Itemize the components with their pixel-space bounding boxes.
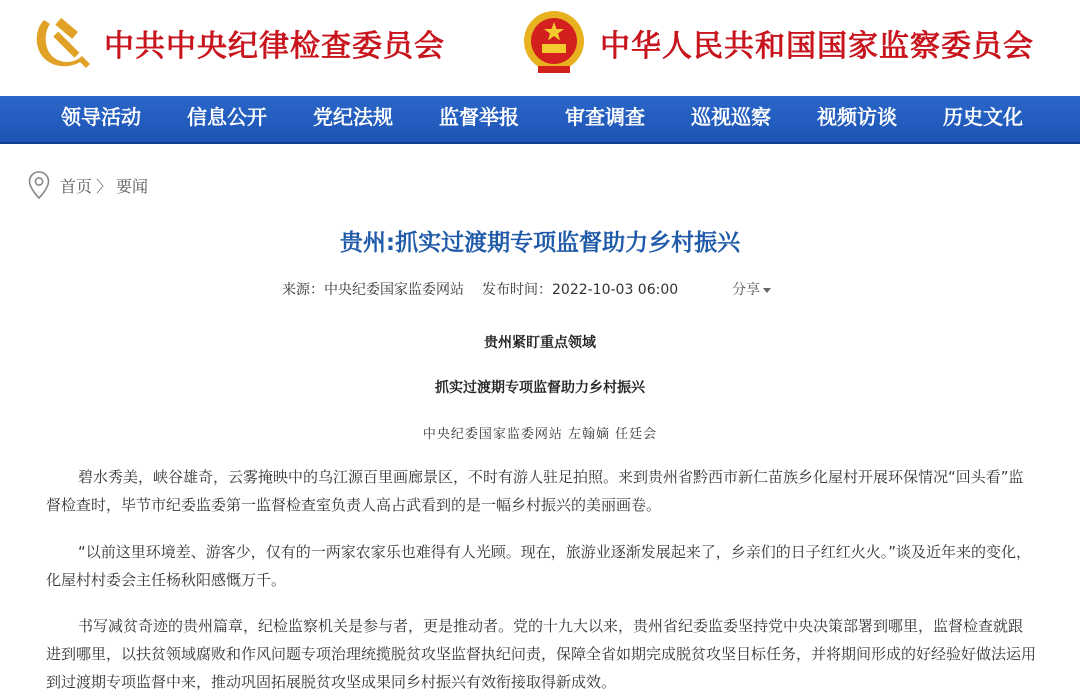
article-subtitle-1: 贵州紧盯重点领域 [484, 335, 596, 351]
article-paragraph: 书写减贫奇迹的贵州篇章，纪检监察机关是参与者，更是推动者。党的十九大以来，贵州省纪委监委坚持党中央决策部署到哪里，监督检查就跟进到哪里，以扶贫领域腐败和作风问题专项治理统揽脱贫攻坚监督执纪问责，保障全省如期完成脱贫攻坚目标任务，并将期间形成的好经验好做法运用到过渡期专项监督中来，推动巩固拓展脱贫攻坚成果同乡村振兴有效衔接取得新成效。 [46, 617, 1037, 691]
org2-title: 中华人民共和国国家监察委员会 [600, 29, 1034, 64]
nav-item-inspection[interactable]: 巡视巡察 [691, 105, 771, 129]
national-emblem-icon [520, 8, 588, 78]
site-header [0, 0, 1080, 96]
article-source: 来源：中央纪委国家监委网站 [282, 282, 464, 298]
article-subtitle-2: 抓实过渡期专项监督助力乡村振兴 [435, 380, 645, 396]
breadcrumb-separator: 〉 [96, 176, 113, 196]
nsc-logo-link[interactable] [520, 0, 1034, 86]
share-label: 分享 [732, 282, 760, 298]
main-nav [0, 96, 1080, 144]
caret-down-icon [763, 288, 771, 293]
nav-item-leadership[interactable]: 领导活动 [61, 105, 141, 129]
article-byline: 中央纪委国家监委网站 左翰嫡 任廷会 [422, 427, 658, 442]
nav-item-regulations[interactable]: 党纪法规 [313, 105, 393, 129]
article-paragraph: 碧水秀美，峡谷雄奇，云雾掩映中的乌江源百里画廊景区，不时有游人驻足拍照。来到贵州省黔西市新仁苗族乡化屋村开展环保情况“回头看”监督检查时，毕节市纪委监委第一监督检查室负责人高占武看到的是一幅乡村振兴的美丽画卷。 [46, 468, 1024, 514]
breadcrumb [28, 170, 148, 200]
nav-item-info[interactable]: 信息公开 [187, 105, 267, 129]
breadcrumb-home[interactable]: 首页 [60, 176, 93, 196]
ccdi-logo-link[interactable] [30, 0, 445, 86]
article-title: 贵州:抓实过渡期专项监督助力乡村振兴 [339, 230, 741, 256]
article-time: 发布时间：2022-10-03 06:00 [482, 282, 679, 298]
breadcrumb-current[interactable]: 要闻 [116, 176, 149, 196]
nav-item-investigation[interactable]: 审查调查 [565, 105, 645, 129]
nav-item-video[interactable]: 视频访谈 [817, 105, 897, 129]
share-button[interactable] [732, 279, 771, 299]
org1-title: 中共中央纪律检查委员会 [104, 29, 445, 64]
nav-item-report[interactable]: 监督举报 [439, 105, 519, 129]
party-emblem-icon [30, 12, 92, 74]
article-meta [0, 279, 1080, 299]
article-paragraph: “以前这里环境差、游客少，仅有的一两家农家乐也难得有人光顾。现在，旅游业逐渐发展起来了，乡亲们的日子红红火火。”谈及近年来的变化，化屋村村委会主任杨秋阳感慨万千。 [46, 543, 1032, 589]
location-pin-icon [28, 171, 50, 199]
nav-item-history[interactable]: 历史文化 [943, 105, 1023, 129]
